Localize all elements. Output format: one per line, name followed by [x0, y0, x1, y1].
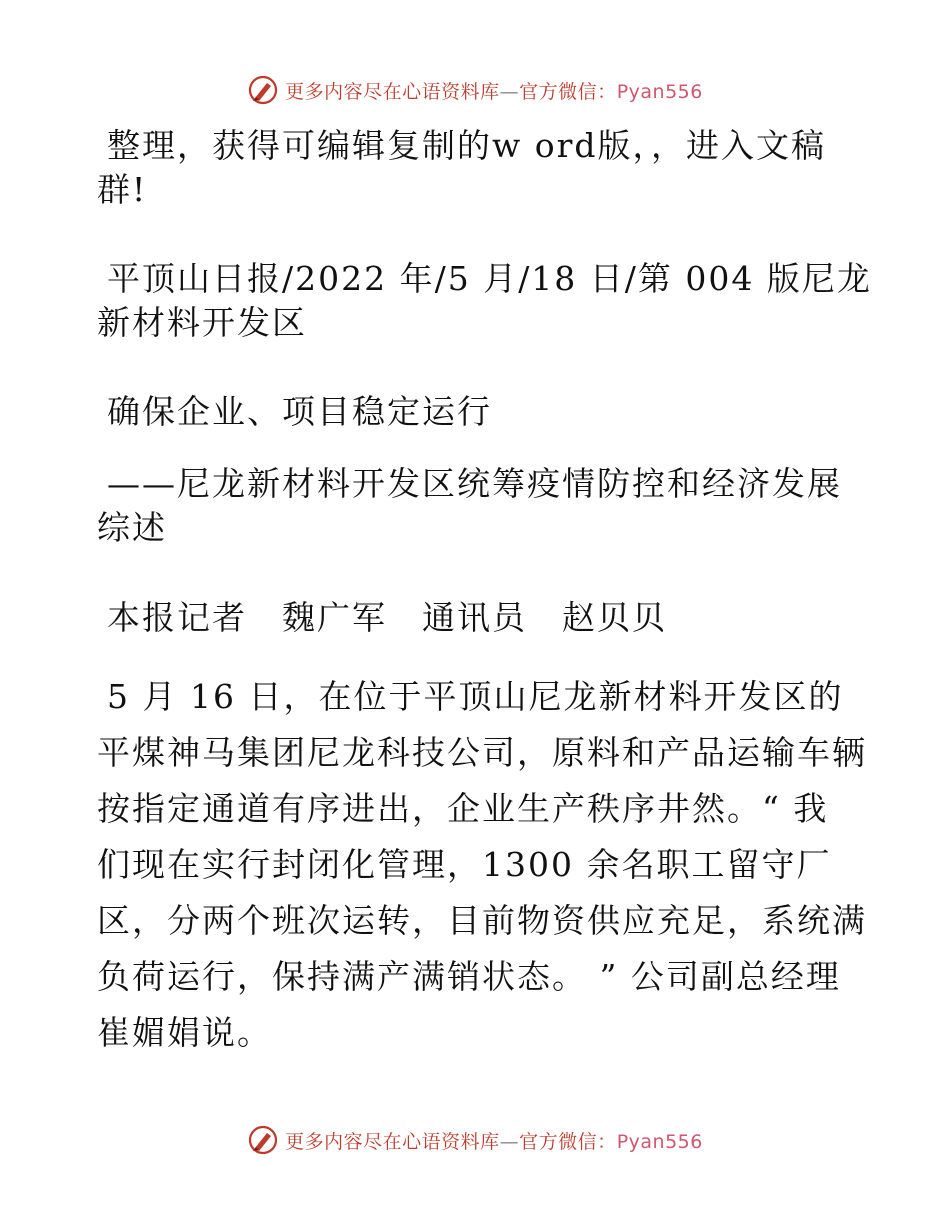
article-byline — [97, 596, 857, 640]
banner-dash: — — [499, 1130, 520, 1153]
banner-site-text: 更多内容尽在心语资料库 — [285, 1130, 500, 1153]
text-line: ——尼龙新材料开发区统筹疫情防控和经济发展 — [107, 464, 842, 503]
text-line: 群! — [97, 170, 148, 209]
banner-wechat-id: Pyan556 — [616, 80, 703, 103]
text-line: 本报记者 魏广军 通讯员 赵贝贝 — [107, 598, 667, 637]
text-line: 5 月 16 日，在位于平顶山尼龙新材料开发区的 — [107, 677, 844, 716]
banner-dash: — — [499, 80, 520, 103]
article-subtitle — [97, 462, 857, 550]
text-line: 确保企业、项目稳定运行 — [107, 392, 492, 431]
banner-site-text: 更多内容尽在心语资料库 — [285, 80, 500, 103]
pen-circle-logo-icon — [247, 74, 279, 106]
text-line: 整理，获得可编辑复制的w ord版，，进入文稿 — [107, 126, 827, 165]
banner-wechat-label: 官方微信： — [519, 1130, 617, 1153]
banner-text — [285, 1127, 703, 1154]
banner-wechat-id: Pyan556 — [616, 1130, 703, 1153]
paragraph-intro — [97, 124, 857, 212]
paragraph-body — [97, 669, 867, 1061]
article-title — [97, 390, 857, 434]
text-line: 新材料开发区 — [97, 303, 307, 342]
paragraph-source — [97, 257, 872, 345]
header-banner — [0, 70, 950, 110]
text-line: 平顶山日报/2022 年/5 月/18 日/第 004 版尼龙 — [107, 259, 872, 298]
text-line: 崔媚娟说。 — [97, 1013, 272, 1052]
pen-circle-logo-icon — [247, 1124, 279, 1156]
text-line: 按指定通道有序进出，企业生产秩序井然。“ 我 — [97, 789, 829, 828]
text-line: 负荷运行，保持满产满销状态。 ” 公司副总经理 — [97, 957, 841, 996]
banner-text — [285, 77, 703, 104]
banner-wechat-label: 官方微信： — [519, 80, 617, 103]
text-line: 们现在实行封闭化管理，1300 余名职工留守厂 — [97, 845, 832, 884]
text-line: 区，分两个班次运转，目前物资供应充足，系统满 — [97, 901, 867, 940]
footer-banner — [0, 1120, 950, 1160]
text-line: 综述 — [97, 508, 167, 547]
text-line: 平煤神马集团尼龙科技公司，原料和产品运输车辆 — [97, 733, 867, 772]
